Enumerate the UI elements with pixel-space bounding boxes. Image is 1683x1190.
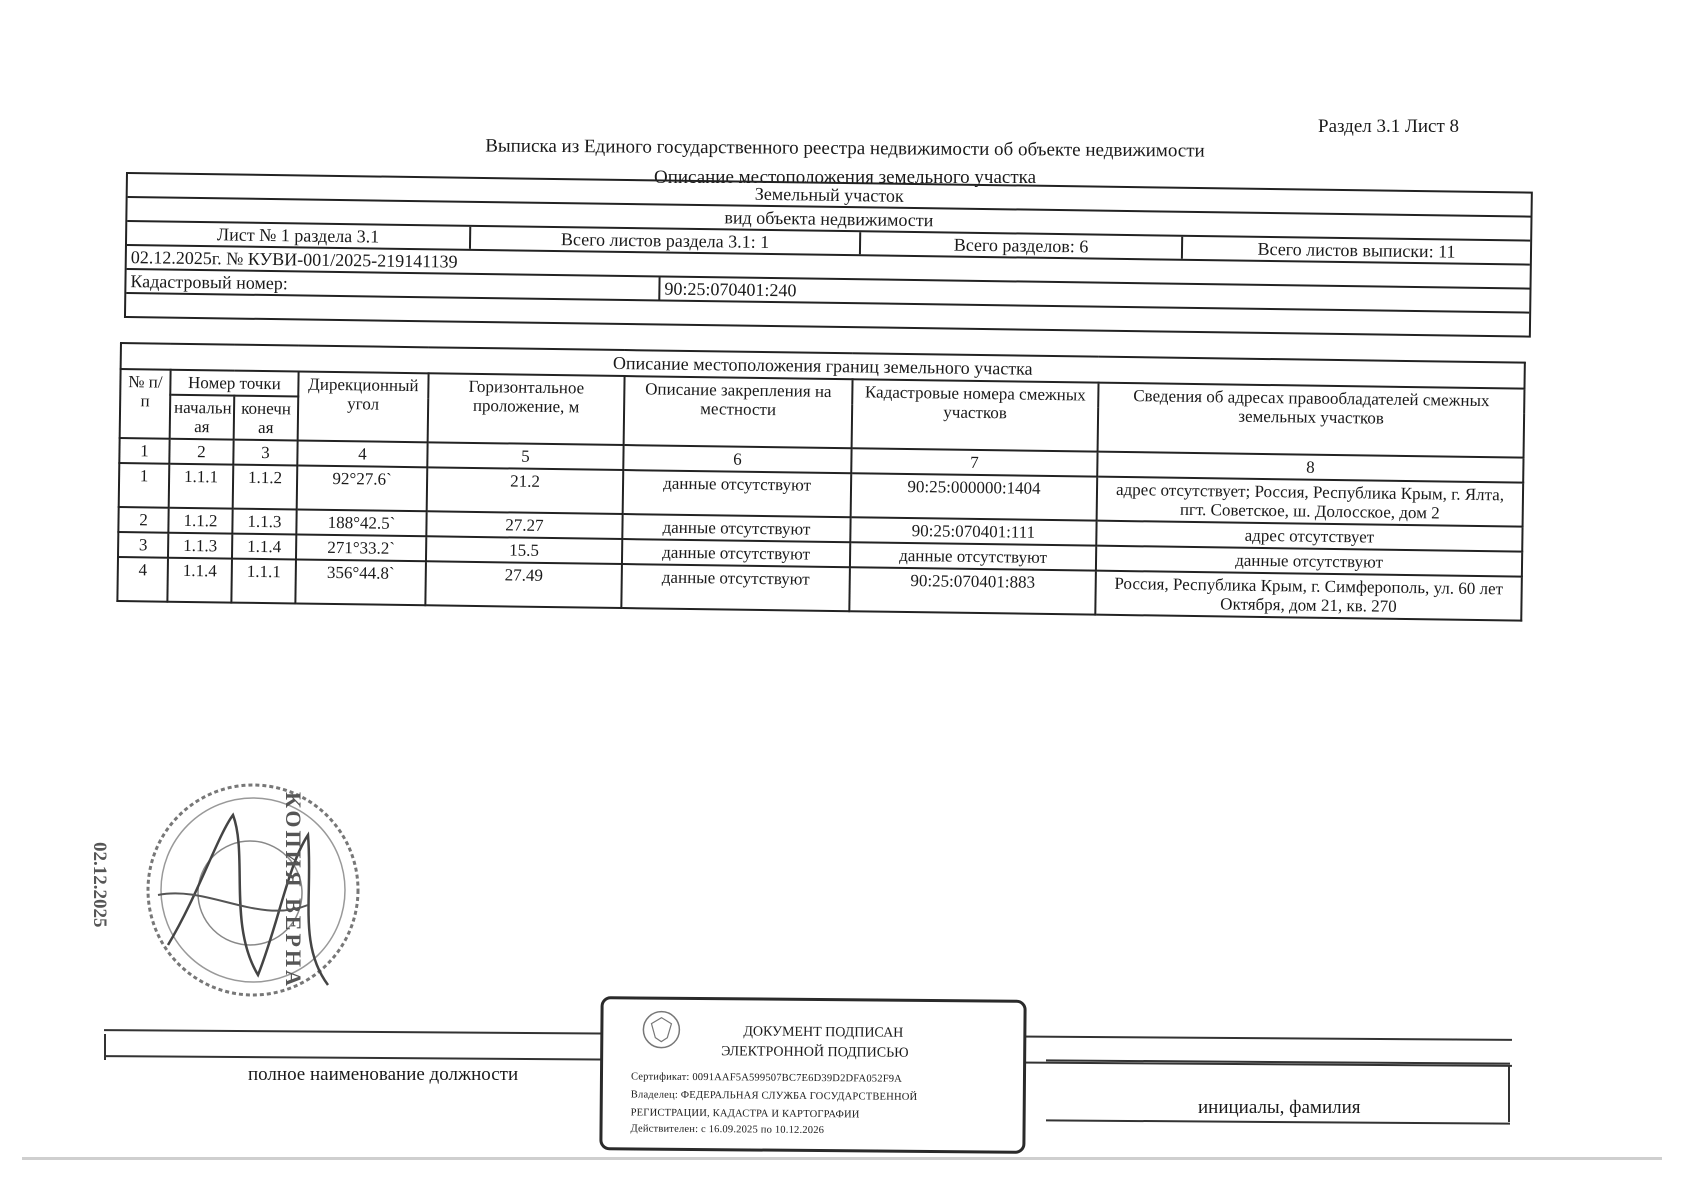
fixing-description: данные отсутствуют: [622, 539, 850, 567]
boundary-table: [116, 342, 1526, 622]
direction-angle: 92°27.6`: [297, 466, 428, 512]
owner-addresses: адрес отсутствует; Россия, Республика Крым, г. Ялта, пгт. Советское, ш. Долосское, дом 2: [1097, 477, 1524, 527]
start-point: 1.1.1: [169, 464, 234, 509]
col-point-header: Номер точки: [170, 370, 298, 397]
col-number: 4: [297, 441, 427, 468]
col-angle-header: Дирекционный угол: [298, 372, 429, 443]
total-section-sheets: Всего листов раздела 3.1: 1: [471, 227, 861, 254]
sheet-number: Лист № 1 раздела 3.1: [127, 222, 471, 249]
start-point: 1.1.4: [167, 558, 232, 603]
col-fixing-header: Описание закрепления на местности: [624, 376, 853, 448]
total-extract-sheets: Всего листов выписки: 11: [1257, 238, 1456, 262]
bottom-scan-edge: [22, 1157, 1662, 1160]
horizontal-length: 27.49: [425, 562, 622, 609]
row-number: 1: [119, 463, 170, 508]
object-type: Земельный участок: [754, 183, 904, 206]
col-adjacent-header: Кадастровые номера смежных участков: [852, 379, 1099, 452]
owner-addresses: адрес отсутствует: [1096, 521, 1522, 552]
start-point: 1.1.3: [168, 533, 232, 559]
horizontal-length: 21.2: [427, 468, 624, 515]
emblem-icon: [639, 1007, 683, 1051]
signature-line-edge: [1508, 1066, 1510, 1122]
direction-angle: 271°33.2`: [296, 535, 426, 562]
object-kind-label: вид объекта недвижимости: [724, 206, 934, 230]
document-subtitle: Описание местоположения земельного участка: [653, 167, 1037, 188]
position-label: полное наименование должности: [248, 1064, 519, 1085]
col-number: 3: [233, 440, 297, 466]
signature-line-left: [104, 1034, 106, 1060]
section-sheet-ref: Раздел 3.1 Лист 8: [1318, 116, 1460, 137]
row-number: 2: [118, 507, 168, 533]
total-sections: Всего разделов: 6: [861, 232, 1183, 258]
row-number: 4: [117, 557, 168, 602]
round-seal-icon: [138, 775, 368, 1005]
esign-stamp: [599, 996, 1026, 1154]
horizontal-length: 15.5: [426, 537, 622, 565]
col-number: 1: [119, 438, 169, 464]
document-title: Выписка из Единого государственного реестра недвижимости об объекте недвижимости: [485, 135, 1205, 162]
adjacent-cadastral: 90:25:000000:1404: [851, 474, 1098, 521]
esign-line1: ДОКУМЕНТ ПОДПИСАН: [743, 1024, 904, 1041]
end-point: 1.1.2: [233, 465, 298, 510]
direction-angle: 188°42.5`: [296, 510, 426, 537]
end-point: 1.1.3: [232, 509, 296, 535]
col-owners-header: Сведения об адресах правообладателей смежных земельных участков: [1098, 383, 1525, 458]
esign-owner1: Владелец: ФЕДЕРАЛЬНАЯ СЛУЖБА ГОСУДАРСТВЕННОЙ: [630, 1089, 918, 1103]
fixing-description: данные отсутствуют: [622, 514, 850, 542]
col-end-header: конечн ая: [234, 396, 299, 441]
direction-angle: 356°44.8`: [295, 560, 426, 606]
end-point: 1.1.4: [232, 534, 296, 560]
esign-owner2: РЕГИСТРАЦИИ, КАДАСТРА И КАРТОГРАФИИ: [630, 1107, 860, 1121]
cadastral-number: 90:25:070401:240: [664, 278, 797, 300]
cadastral-label: Кадастровый номер:: [126, 270, 660, 299]
end-point: 1.1.1: [231, 559, 296, 604]
col-number: 2: [169, 439, 233, 465]
col-number: 6: [623, 445, 851, 473]
adjacent-cadastral: 90:25:070401:111: [850, 518, 1096, 546]
esign-certificate: Сертификат: 0091AAF5A599507BC7E6D39D2DFA052F9A: [630, 1071, 903, 1085]
date-reference: 02.12.2025г. № КУВИ-001/2025-219141139: [130, 246, 458, 272]
col-no-header: № п/п: [120, 369, 171, 439]
horizontal-length: 27.27: [426, 512, 622, 540]
table-caption: Описание местоположения границ земельного участка: [121, 343, 1525, 389]
col-start-header: начальн ая: [170, 395, 235, 440]
esign-validity: Действителен: с 16.09.2025 по 10.12.2026: [630, 1123, 825, 1137]
adjacent-cadastral: 90:25:070401:883: [849, 568, 1096, 615]
start-point: 1.1.2: [168, 508, 232, 534]
owner-addresses: Россия, Республика Крым, г. Симферополь, ул. 60 лет Октября, дом 21, кв. 270: [1095, 571, 1522, 621]
col-number: 8: [1097, 452, 1523, 483]
header-box: [124, 172, 1533, 338]
owner-addresses: данные отсутствуют: [1096, 546, 1522, 577]
adjacent-cadastral: данные отсутствуют: [850, 543, 1096, 571]
col-length-header: Горизонтальное проложение, м: [428, 373, 625, 445]
seal-text: КОПИЯ ВЕРНА: [281, 792, 306, 989]
esign-line2: ЭЛЕКТРОННОЙ ПОДПИСЬЮ: [721, 1044, 909, 1061]
fixing-description: данные отсутствуют: [623, 470, 852, 517]
initials-label: инициалы, фамилия: [1198, 1097, 1361, 1118]
col-number: 7: [851, 448, 1097, 476]
col-number: 5: [427, 443, 623, 471]
fixing-description: данные отсутствуют: [621, 564, 850, 611]
row-number: 3: [118, 532, 168, 558]
seal-date: 02.12.2025: [89, 842, 110, 928]
signature-line-bottom: [1046, 1119, 1510, 1124]
